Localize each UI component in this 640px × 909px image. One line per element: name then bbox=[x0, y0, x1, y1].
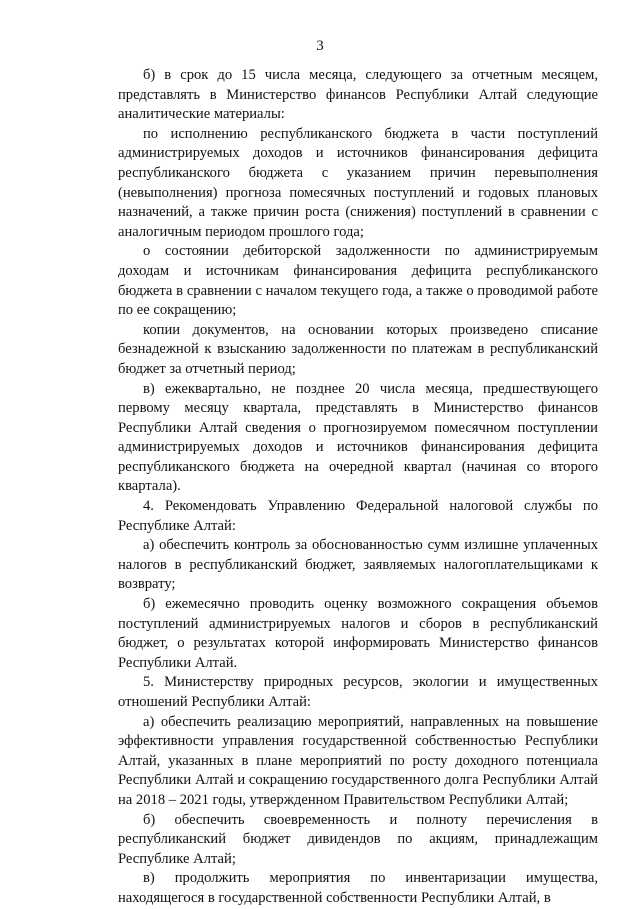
paragraph-budget-execution: по исполнению республиканского бюджета в части поступлений администрируемых доходов и источников финансирования дефицита республиканского бюджета с указанием причин перевыполнения (невыполнения) прогноза помесячных поступлений и годовых плановых назначений, а также причин роста (снижения) поступлений в сравнении с аналогичным периодом прошлого года; bbox=[118, 125, 598, 240]
paragraph-5b-dividends: б) обеспечить своевременность и полноту перечисления в республиканский бюджет дивидендов по акциям, принадлежащим Республике Алтай; bbox=[118, 811, 598, 867]
document-body bbox=[118, 66, 598, 909]
paragraph-3v-quarterly-forecast: в) ежеквартально, не позднее 20 числа месяца, предшествующего первому месяцу квартала, представлять в Министерство финансов Республики Алтай сведения о прогнозируемом помесячном поступлении администрируемых доходов и источников финансирования дефицита республиканского бюджета на очередной квартал (начиная со второго квартала). bbox=[118, 380, 598, 495]
paragraph-5a-property-management: а) обеспечить реализацию мероприятий, направленных на повышение эффективности управления государственной собственностью Республики Алтай, указанных в плане мероприятий по росту доходного потенциала Республики Алтай и сокращению государственного долга Республики Алтай на 2018 – 2021 годы, утвержденном Правительством Республики Алтай; bbox=[118, 713, 598, 808]
paragraph-write-off-copies: копии документов, на основании которых произведено списание безнадежной к взысканию задолженности по платежам в республиканский бюджет за отчетный период; bbox=[118, 321, 598, 377]
paragraph-3b-monthly-analytics: б) в срок до 15 числа месяца, следующего за отчетным месяцем, представлять в Министерство финансов Республики Алтай следующие аналитические материалы: bbox=[118, 67, 598, 123]
paragraph-5-natural-resources-ministry: 5. Министерству природных ресурсов, экологии и имущественных отношений Республики Алтай: bbox=[118, 674, 598, 710]
paragraph-5v-inventory: в) продолжить мероприятия по инвентаризации имущества, находящегося в государственной собственности Республики Алтай, в bbox=[118, 870, 598, 906]
paragraph-4-tax-service: 4. Рекомендовать Управлению Федеральной налоговой службы по Республике Алтай: bbox=[118, 498, 598, 534]
page-number: 3 bbox=[316, 38, 324, 54]
paragraph-receivables: о состоянии дебиторской задолженности по администрируемым доходам и источникам финансирования дефицита республиканского бюджета в сравнении с началом текущего года, а также о проводимой работе по ее сокращению; bbox=[118, 243, 598, 319]
paragraph-4b-monthly-assessment: б) ежемесячно проводить оценку возможного сокращения объемов поступлений администрируемых налогов и сборов в республиканский бюджет, о результатах которой информировать Министерство финансов Республики Алтай. bbox=[118, 596, 598, 671]
paragraph-4a-overpaid-taxes: а) обеспечить контроль за обоснованностью сумм излишне уплаченных налогов в республиканский бюджет, заявляемых налогоплательщиками к возврату; bbox=[118, 537, 598, 593]
